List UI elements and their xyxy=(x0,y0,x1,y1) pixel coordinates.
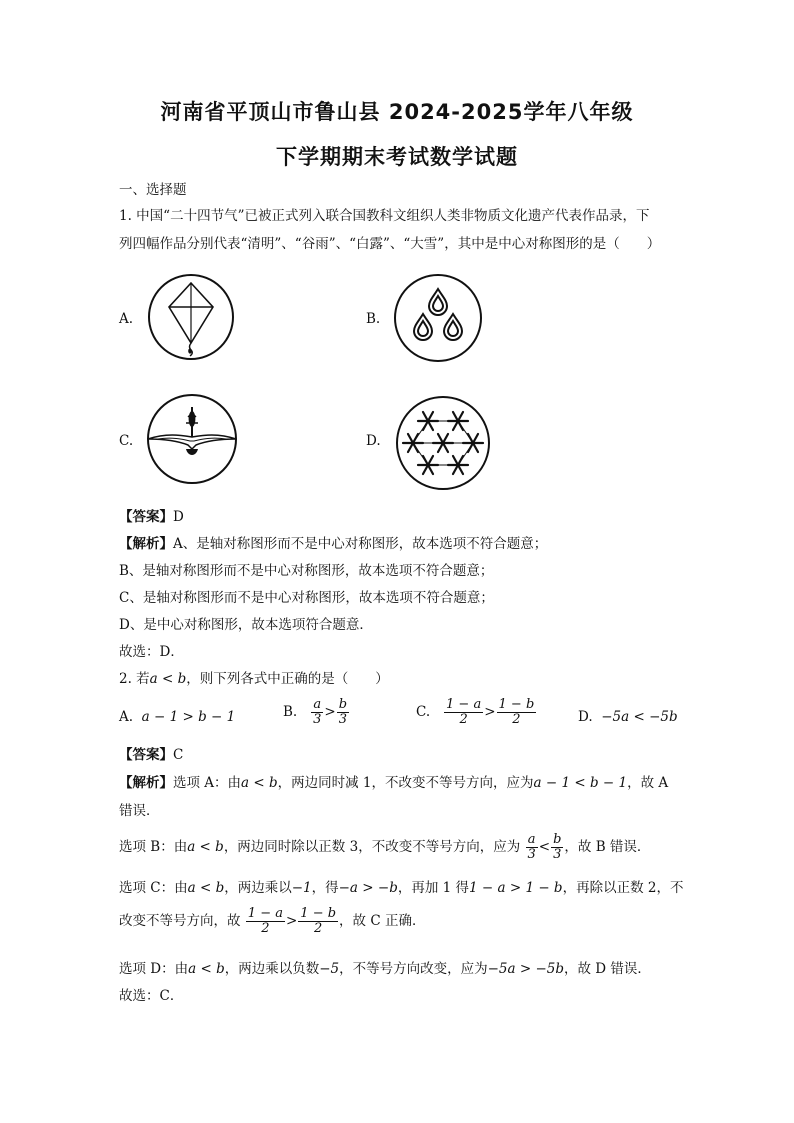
bird-icon xyxy=(146,393,238,485)
analysis-text: ，不等号方向改变，应为 xyxy=(339,961,488,977)
q2-option-c-label: C. xyxy=(416,704,431,720)
q1-answer xyxy=(119,507,184,527)
inequality-sign: < xyxy=(538,839,551,855)
answer-tag: 【答案】 xyxy=(119,509,173,525)
q1-option-a-label: A. xyxy=(119,311,134,327)
document-title-line1: 河南省平顶山市鲁山县 2024-2025学年八年级 xyxy=(160,100,634,124)
q2-option-b xyxy=(283,698,350,727)
frac-denominator: 2 xyxy=(459,712,468,727)
q2-analysis-d xyxy=(119,959,651,979)
analysis-text: ，故 A xyxy=(627,775,669,791)
frac-numerator: 1 − b xyxy=(498,697,535,712)
analysis-math: −a > −b xyxy=(338,880,398,896)
answer-tag: 【答案】 xyxy=(119,747,173,763)
q2-option-d xyxy=(578,707,678,727)
frac-numerator: 1 − a xyxy=(446,697,482,712)
analysis-text: ，再除以正数 2，不 xyxy=(562,880,684,896)
analysis-text: ，故 D 错误． xyxy=(564,961,651,977)
frac-denominator: 3 xyxy=(313,712,322,727)
answer-value: D xyxy=(173,509,184,525)
analysis-text: ，两边乘以负数 xyxy=(224,961,320,977)
analysis-text: ，再加 1 得 xyxy=(397,880,470,896)
analysis-text: 选项 C：由 xyxy=(119,880,188,896)
q2-option-a xyxy=(119,707,235,727)
q2-analysis-b xyxy=(119,833,650,862)
frac-numerator: 1 − a xyxy=(247,906,283,921)
frac-denominator: 3 xyxy=(553,847,562,862)
snowflakes-icon xyxy=(393,395,493,491)
analysis-text: ，故 C 正确． xyxy=(339,913,426,929)
frac-denominator: 3 xyxy=(338,712,347,727)
q1-stem-line1: 1. 中国“二十四节气”已被正式列入联合国教科文组织人类非物质文化遗产代表作品录，下 xyxy=(119,208,650,224)
frac-numerator: 1 − b xyxy=(300,906,337,921)
analysis-math: −5a > −5b xyxy=(487,961,565,977)
analysis-text: A、是轴对称图形而不是中心对称图形，故本选项不符合题意； xyxy=(173,536,548,552)
analysis-text: ，故 B 错误． xyxy=(564,839,651,855)
q2-option-a-label: A. xyxy=(119,709,134,725)
frac-denominator: 2 xyxy=(261,921,270,936)
analysis-math: −1 xyxy=(291,880,312,896)
analysis-math: a − 1 < b − 1 xyxy=(533,775,628,791)
water-drops-icon xyxy=(393,273,483,363)
analysis-math: a < b xyxy=(187,839,224,855)
analysis-text: 选项 D：由 xyxy=(119,961,189,977)
q2-analysis-a-line1 xyxy=(119,773,668,793)
inequality-sign: > xyxy=(484,704,496,720)
frac-denominator: 3 xyxy=(527,847,536,862)
q2-answer xyxy=(119,745,183,765)
analysis-text: ，得 xyxy=(311,880,339,896)
analysis-math: a < b xyxy=(188,961,225,977)
q2-final-choice: 故选：C． xyxy=(119,988,184,1004)
q1-option-c-label: C. xyxy=(119,433,134,449)
q1-analysis-line2: B、是轴对称图形而不是中心对称图形，故本选项不符合题意； xyxy=(119,563,494,579)
analysis-text: 选项 B：由 xyxy=(119,839,188,855)
frac-numerator: a xyxy=(526,833,538,848)
analysis-math: −5 xyxy=(319,961,340,977)
frac-numerator: a xyxy=(311,698,323,713)
inequality-sign: > xyxy=(324,704,336,720)
frac-denominator: 2 xyxy=(512,712,521,727)
q2-option-d-label: D. xyxy=(578,709,593,725)
q1-analysis-line3: C、是轴对称图形而不是中心对称图形，故本选项不符合题意； xyxy=(119,590,494,606)
q2-analysis-c-line1 xyxy=(119,878,683,898)
frac-denominator: 2 xyxy=(314,921,323,936)
analysis-tag: 【解析】 xyxy=(119,775,173,791)
analysis-text: 选项 A：由 xyxy=(173,775,242,791)
q2-analysis-c-line2 xyxy=(119,907,425,936)
section-heading: 一、选择题 xyxy=(119,182,187,198)
inequality-sign: > xyxy=(285,913,298,929)
q1-option-b-label: B. xyxy=(366,311,381,327)
q1-analysis-line4: D、是中心对称图形，故本选项符合题意． xyxy=(119,617,373,633)
q1-option-d-label: D. xyxy=(366,433,381,449)
q2-option-a-expr: a − 1 > b − 1 xyxy=(141,709,236,725)
document-title-line2: 下学期期末考试数学试题 xyxy=(276,145,518,169)
frac-numerator: b xyxy=(553,832,562,847)
q1-final-choice: 故选：D． xyxy=(119,644,184,660)
kite-icon xyxy=(147,273,235,361)
q2-stem-condition: a < b xyxy=(149,671,187,687)
q2-option-d-expr: −5a < −5b xyxy=(601,709,678,725)
frac-numerator: b xyxy=(338,697,348,712)
analysis-text: ，两边同时减 1，不改变不等号方向，应为 xyxy=(277,775,534,791)
analysis-text: ，两边乘以 xyxy=(224,880,292,896)
q1-analysis-line1 xyxy=(119,534,547,554)
answer-value: C xyxy=(173,747,184,763)
analysis-math: a < b xyxy=(187,880,225,896)
analysis-math: 1 − a > 1 − b xyxy=(469,880,563,896)
q1-stem-line2: 列四幅作品分别代表“清明”、“谷雨”、“白露”、“大雪”，其中是中心对称图形的是（ ） xyxy=(119,236,661,252)
q2-stem-suffix: ，则下列各式中正确的是（ ） xyxy=(186,671,389,687)
analysis-text: ，两边同时除以正数 3，不改变不等号方向，应为 xyxy=(223,839,521,855)
analysis-text: 改变不等号方向，故 xyxy=(119,913,241,929)
q2-stem xyxy=(119,669,389,689)
analysis-math: a < b xyxy=(241,775,278,791)
q2-analysis-a-line2: 错误． xyxy=(119,803,160,819)
q2-option-c xyxy=(416,698,537,727)
q2-option-b-label: B. xyxy=(283,704,298,720)
analysis-tag: 【解析】 xyxy=(119,536,173,552)
q2-stem-prefix: 2. 若 xyxy=(119,671,150,687)
